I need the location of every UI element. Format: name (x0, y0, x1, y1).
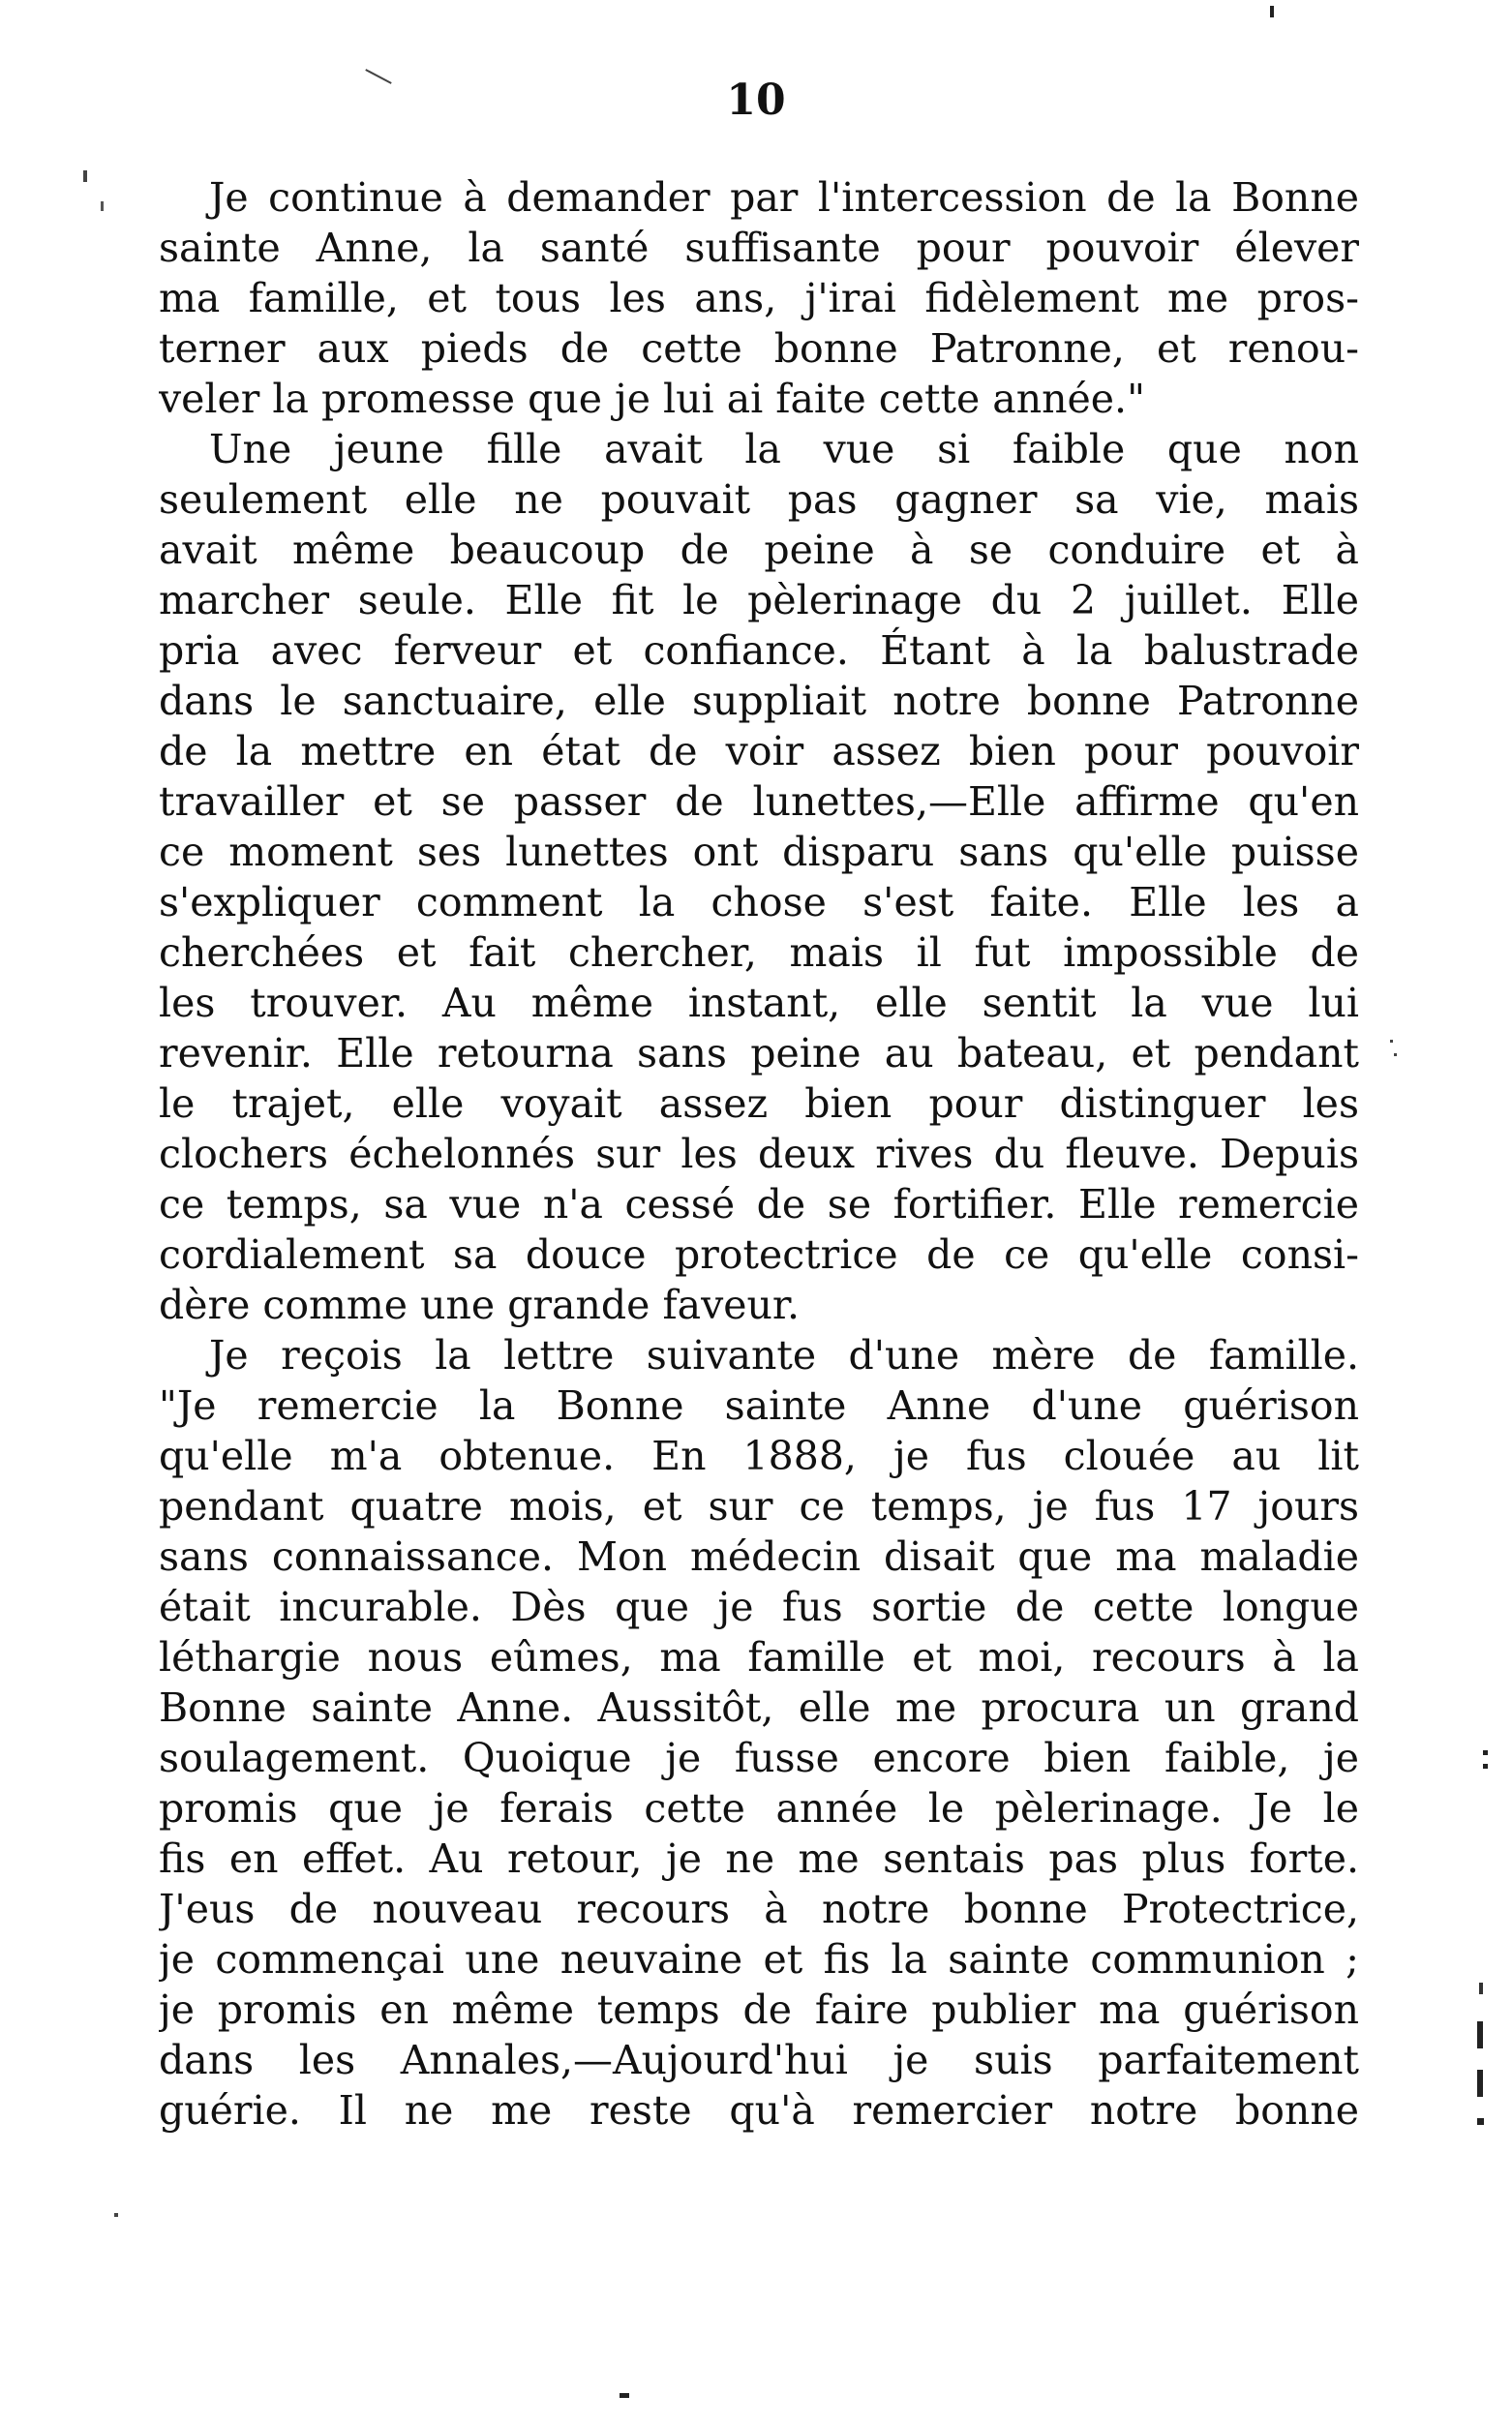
text-line: sans connaissance. Mon médecin disait que ma maladie (159, 1533, 1359, 1580)
paragraph-2 (159, 424, 1359, 1330)
scan-speck (101, 201, 104, 211)
text-line: soulagement. Quoique je fusse encore bien faible, je (159, 1735, 1359, 1781)
scan-speck (1270, 6, 1274, 17)
scan-speck (1479, 1983, 1483, 1994)
text-line: pria avec ferveur et confiance. Étant à la balustrade (159, 627, 1359, 674)
text-line: sainte Anne, la santé suffisante pour pouvoir élever (159, 225, 1359, 271)
text-line: travailler et se passer de lunettes,—Elle affirme qu'en (159, 778, 1359, 825)
text-line: je commençai une neuvaine et fis la sainte communion ; (159, 1936, 1359, 1983)
scan-speck (83, 170, 87, 182)
text-line: le trajet, elle voyait assez bien pour distinguer les (159, 1080, 1359, 1127)
text-line: marcher seule. Elle fit le pèlerinage du 2 juillet. Elle (159, 577, 1359, 623)
text-line: seulement elle ne pouvait pas gagner sa vie, mais (159, 476, 1359, 523)
text-line: Je continue à demander par l'intercession de la Bonne (209, 174, 1359, 221)
page-number: 10 (726, 76, 786, 125)
scan-speck (114, 2213, 118, 2217)
scan-speck (1483, 1750, 1488, 1755)
text-line: guérie. Il ne me reste qu'à remercier notre bonne (159, 2087, 1359, 2134)
text-line: dère comme une grande faveur. (159, 1282, 801, 1328)
text-line: revenir. Elle retourna sans peine au bateau, et pendant (159, 1030, 1359, 1077)
text-line: ce moment ses lunettes ont disparu sans qu'elle puisse (159, 829, 1359, 875)
text-line: Une jeune fille avait la vue si faible que non (209, 426, 1359, 472)
text-line: terner aux pieds de cette bonne Patronne, et renou- (159, 325, 1359, 372)
text-line: de la mettre en état de voir assez bien pour pouvoir (159, 728, 1359, 774)
text-line: dans le sanctuaire, elle suppliait notre bonne Patronne (159, 678, 1359, 724)
scan-speck (1390, 1040, 1393, 1043)
text-line: promis que je ferais cette année le pèlerinage. Je le (159, 1785, 1359, 1832)
text-line: cordialement sa douce protectrice de ce qu'elle consi- (159, 1231, 1359, 1278)
text-line: s'expliquer comment la chose s'est faite. Elle les a (159, 879, 1359, 925)
scan-speck (1477, 2118, 1484, 2125)
text-line: cherchées et fait chercher, mais il fut impossible de (159, 929, 1359, 976)
text-line: Bonne sainte Anne. Aussitôt, elle me procura un grand (159, 1684, 1359, 1731)
text-line: était incurable. Dès que je fus sortie de cette longue (159, 1584, 1359, 1630)
text-line: fis en effet. Au retour, je ne me sentais pas plus forte. (159, 1835, 1359, 1882)
text-line: je promis en même temps de faire publier ma guérison (159, 1986, 1359, 2033)
text-line: "Je remercie la Bonne sainte Anne d'une guérison (159, 1382, 1359, 1429)
paragraph-1 (159, 172, 1359, 424)
text-line: dans les Annales,—Aujourd'hui je suis parfaitement (159, 2037, 1359, 2083)
scan-speck (1483, 1764, 1488, 1769)
text-line: J'eus de nouveau recours à notre bonne Protectrice, (159, 1886, 1359, 1932)
text-line: qu'elle m'a obtenue. En 1888, je fus clouée au lit (159, 1433, 1359, 1479)
scan-speck (1477, 2070, 1483, 2097)
text-line: Je reçois la lettre suivante d'une mère de famille. (209, 1332, 1359, 1379)
text-line: les trouver. Au même instant, elle sentit la vue lui (159, 980, 1359, 1026)
scan-speck (620, 2393, 629, 2398)
text-line: avait même beaucoup de peine à se conduire et à (159, 527, 1359, 573)
text-line: ce temps, sa vue n'a cessé de se fortifier. Elle remercie (159, 1181, 1359, 1228)
scan-speck (1477, 2021, 1483, 2048)
text-line: ma famille, et tous les ans, j'irai fidèlement me pros- (159, 275, 1359, 321)
text-line: pendant quatre mois, et sur ce temps, je fus 17 jours (159, 1483, 1359, 1530)
text-line: veler la promesse que je lui ai faite cette année." (159, 376, 1145, 422)
scan-speck (1394, 1053, 1397, 1056)
page-body-text (159, 172, 1359, 2136)
text-line: léthargie nous eûmes, ma famille et moi, recours à la (159, 1634, 1359, 1681)
paragraph-3 (159, 1330, 1359, 2136)
text-line: clochers échelonnés sur les deux rives du fleuve. Depuis (159, 1131, 1359, 1177)
